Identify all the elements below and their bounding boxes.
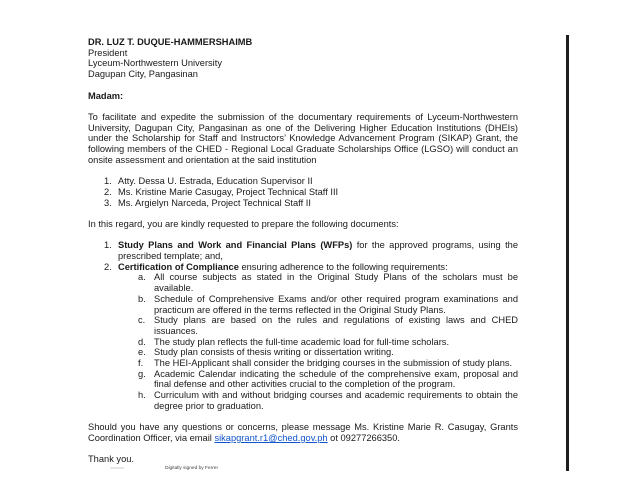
- list-item: a. All course subjects as stated in the Original Study Plans of the scholars must be available.: [138, 272, 518, 294]
- closing: Thank you.: [88, 454, 134, 465]
- salutation: Madam:: [88, 90, 124, 101]
- digital-signature-note: Digitally signed by Ferrer: [165, 466, 219, 471]
- signature-mark: [110, 467, 124, 469]
- addressee-name: DR. LUZ T. DUQUE-HAMMERSHAIMB: [88, 37, 253, 47]
- list-item: g. Academic Calendar indicating the schedule of the comprehensive exam, proposal and final defense and other activities crucial to the completion of the program.: [138, 368, 518, 390]
- list-item: c. Study plans are based on the rules and regulations of existing laws and CHED issuances.: [138, 315, 518, 336]
- list-item: 3. Ms. Argielyn Narceda, Project Technical Staff II: [104, 197, 311, 208]
- request-paragraph: In this regard, you are kindly requested to prepare the following documents:: [88, 218, 399, 229]
- list-item: e. Study plan consists of thesis writing or dissertation writing.: [138, 347, 394, 358]
- list-item: d. The study plan reflects the full-time academic load for full-time scholars.: [138, 336, 450, 347]
- list-item: b. Schedule of Comprehensive Exams and/or other required program examinations and practicum are offered in the terms reflected in the Original Study Plans.: [138, 293, 518, 315]
- requirements-list: [88, 272, 518, 411]
- list-item: 2. Certification of Compliance ensuring adherence to the following requirements:: [104, 261, 448, 272]
- contact-paragraph: Should you have any questions or concerns, please message Ms. Kristine Marie R. Casugay, Grants Coordination Officer, via email sikapgrant.r1@ched.gov.ph ot 09277266350.: [88, 422, 518, 443]
- email-link[interactable]: sikapgrant.r1@ched.gov.ph: [214, 432, 328, 443]
- page-edge-rule: [566, 35, 569, 471]
- letter-body: [88, 37, 518, 465]
- list-item: 1. Study Plans and Work and Financial Plans (WFPs) for the approved programs, using the prescribed template; and,: [104, 240, 518, 261]
- list-item: h. Curriculum with and without bridging courses and academic requirements to obtain the degree prior to graduation.: [138, 390, 518, 411]
- addressee-institution: Lyceum-Northwestern University: [88, 58, 222, 69]
- intro-paragraph: To facilitate and expedite the submission of the documentary requirements of Lyceum-Northwestern University, Dagupan City, Pangasinan as one of the Delivering Higher Education Institutions (DHEIs) under the Scholarship for Staff and Instructors’ Knowledge Advancement Program (SIKAP) Grant, the following members of the CHED - Regional Local Graduate Scholarships Office (LGSO) will conduct an onsite assessment and orientation at the said institution: [88, 111, 518, 165]
- addressee-location: Dagupan City, Pangasinan: [88, 69, 198, 80]
- addressee-position: President: [88, 47, 128, 58]
- team-members-list: [88, 176, 518, 208]
- list-item: 2. Ms. Kristine Marie Casugay, Project Technical Staff III: [104, 186, 339, 197]
- list-item: 1. Atty. Dessa U. Estrada, Education Supervisor II: [104, 176, 313, 187]
- list-item: f. The HEI-Applicant shall consider the bridging courses in the submission of study plans.: [138, 358, 513, 369]
- documents-list: [88, 240, 518, 272]
